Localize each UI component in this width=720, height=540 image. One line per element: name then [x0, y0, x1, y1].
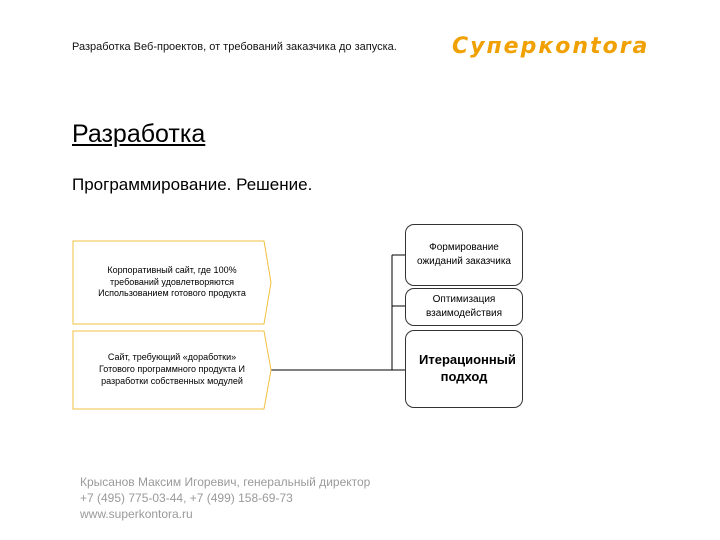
- slide-title: Разработка: [72, 120, 206, 148]
- left-box-custom-site: [72, 330, 272, 410]
- right-box-text: Формирование ожиданий заказчика: [417, 241, 511, 267]
- right-box-optimization: [405, 288, 523, 326]
- right-box-text: Итерационный подход: [419, 352, 516, 384]
- brand-logo: Суперкontora: [452, 34, 650, 59]
- right-box-text: Оптимизация взаимодействия: [425, 293, 503, 319]
- right-box-expectations: [405, 224, 523, 286]
- left-box-text: Сайт, требующий «доработки» Готового программного продукта И разработки собственных модулей: [99, 352, 245, 386]
- footer-name: Крысанов Максим Игоревич, генеральный директор: [80, 475, 371, 489]
- header-title: Разработка Веб-проектов, от требований заказчика до запуска.: [72, 41, 397, 53]
- footer-website: www.superkontora.ru: [80, 507, 193, 521]
- footer-phones: +7 (495) 775-03-44, +7 (499) 158-69-73: [80, 491, 293, 505]
- left-box-corporate-site: [72, 240, 272, 325]
- right-box-iterative: [405, 330, 523, 408]
- slide-subtitle: Программирование. Решение.: [72, 175, 313, 194]
- footer-contacts: [80, 474, 370, 522]
- left-box-text: Корпоративный сайт, где 100% требований удовлетворяются Использованием готового продукта: [98, 264, 246, 299]
